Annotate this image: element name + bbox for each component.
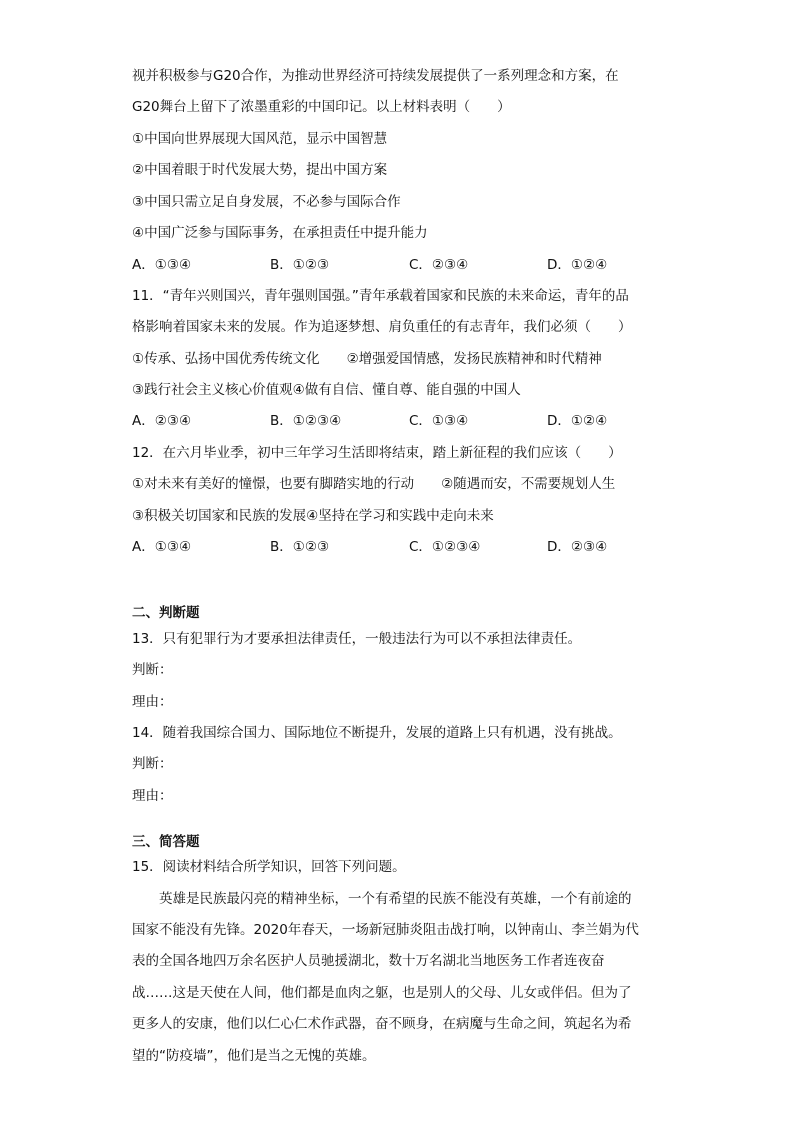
q12-option-d: D．②③④	[547, 539, 608, 555]
q11-items-line2: ③践行社会主义核心价值观④做有自信、懂自尊、能自强的中国人	[132, 382, 521, 398]
q15-material-line1: 英雄是民族最闪亮的精神坐标，一个有希望的民族不能没有英雄，一个有前途的	[132, 891, 632, 907]
q10-option-d: D．①②④	[547, 257, 608, 273]
q12-text-line1: 12．在六月毕业季，初中三年学习生活即将结束，踏上新征程的我们应该（ ）	[132, 445, 622, 461]
q12-items-line1: ①对未来有美好的憧憬，也要有脚踏实地的行动 ②随遇而安，不需要规划人生	[132, 476, 616, 492]
q11-option-a: A．②③④	[132, 413, 192, 429]
q10-option-c: C．②③④	[409, 257, 469, 273]
q15-material-line4: 战……这是天使在人间，他们都是血肉之躯，也是别人的父母、儿女或伴侣。但为了	[132, 985, 632, 1001]
q11-text-line1: 11．“青年兴则国兴，青年强则国强。”青年承载着国家和民族的未来命运，青年的品	[132, 288, 629, 304]
q12-option-c: C．①②③④	[409, 539, 481, 555]
q11-option-c: C．①③④	[409, 413, 469, 429]
q10-item-3: ③中国只需立足自身发展，不必参与国际合作	[132, 194, 401, 210]
q14-text: 14．随着我国综合国力、国际地位不断提升，发展的道路上只有机遇，没有挑战。	[132, 725, 622, 741]
q10-text-line1: 视并积极参与G20合作，为推动世界经济可持续发展提供了一系列理念和方案，在	[132, 68, 619, 84]
section2-title: 二、判断题	[132, 605, 200, 621]
q10-option-a: A．①③④	[132, 257, 192, 273]
q10-item-4: ④中国广泛参与国际事务，在承担责任中提升能力	[132, 225, 428, 241]
q10-item-2: ②中国着眼于时代发展大势，提出中国方案	[132, 162, 388, 178]
q11-option-d: D．①②④	[547, 413, 608, 429]
q13-text: 13．只有犯罪行为才要承担法律责任，一般违法行为可以不承担法律责任。	[132, 631, 582, 647]
q13-reason-label: 理由：	[132, 694, 173, 710]
q10-text-line2: G20舞台上留下了浓墨重彩的中国印记。以上材料表明（ ）	[132, 99, 511, 115]
q12-option-b: B．①②③	[270, 539, 330, 555]
q10-option-b: B．①②③	[270, 257, 330, 273]
section3-title: 三、简答题	[132, 834, 200, 850]
q10-item-1: ①中国向世界展现大国风范，显示中国智慧	[132, 131, 388, 147]
q15-material-line3: 表的全国各地四万余名医护人员驰援湖北，数十万名湖北当地医务工作者连夜奋	[132, 953, 605, 969]
q15-material-line2: 国家不能没有先锋。2020年春天，一场新冠肺炎阻击战打响，以钟南山、李兰娟为代	[132, 922, 639, 938]
q12-items-line2: ③积极关切国家和民族的发展④坚持在学习和实践中走向未来	[132, 508, 494, 524]
q15-material-line6: 望的“防疫墙”，他们是当之无愧的英雄。	[132, 1048, 376, 1064]
q15-text: 15．阅读材料结合所学知识，回答下列问题。	[132, 859, 406, 875]
q15-material-line5: 更多人的安康，他们以仁心仁术作武器，奋不顾身，在病魔与生命之间，筑起名为希	[132, 1016, 632, 1032]
q11-option-b: B．①②③④	[270, 413, 342, 429]
q12-option-a: A．①③④	[132, 539, 192, 555]
q14-judge-label: 判断：	[132, 756, 173, 772]
q11-text-line2: 格影响着国家未来的发展。作为追逐梦想、肩负重任的有志青年，我们必须（ ）	[132, 319, 632, 335]
q14-reason-label: 理由：	[132, 788, 173, 804]
q11-items-line1: ①传承、弘扬中国优秀传统文化 ②增强爱国情感，发扬民族精神和时代精神	[132, 351, 602, 367]
q13-judge-label: 判断：	[132, 662, 173, 678]
